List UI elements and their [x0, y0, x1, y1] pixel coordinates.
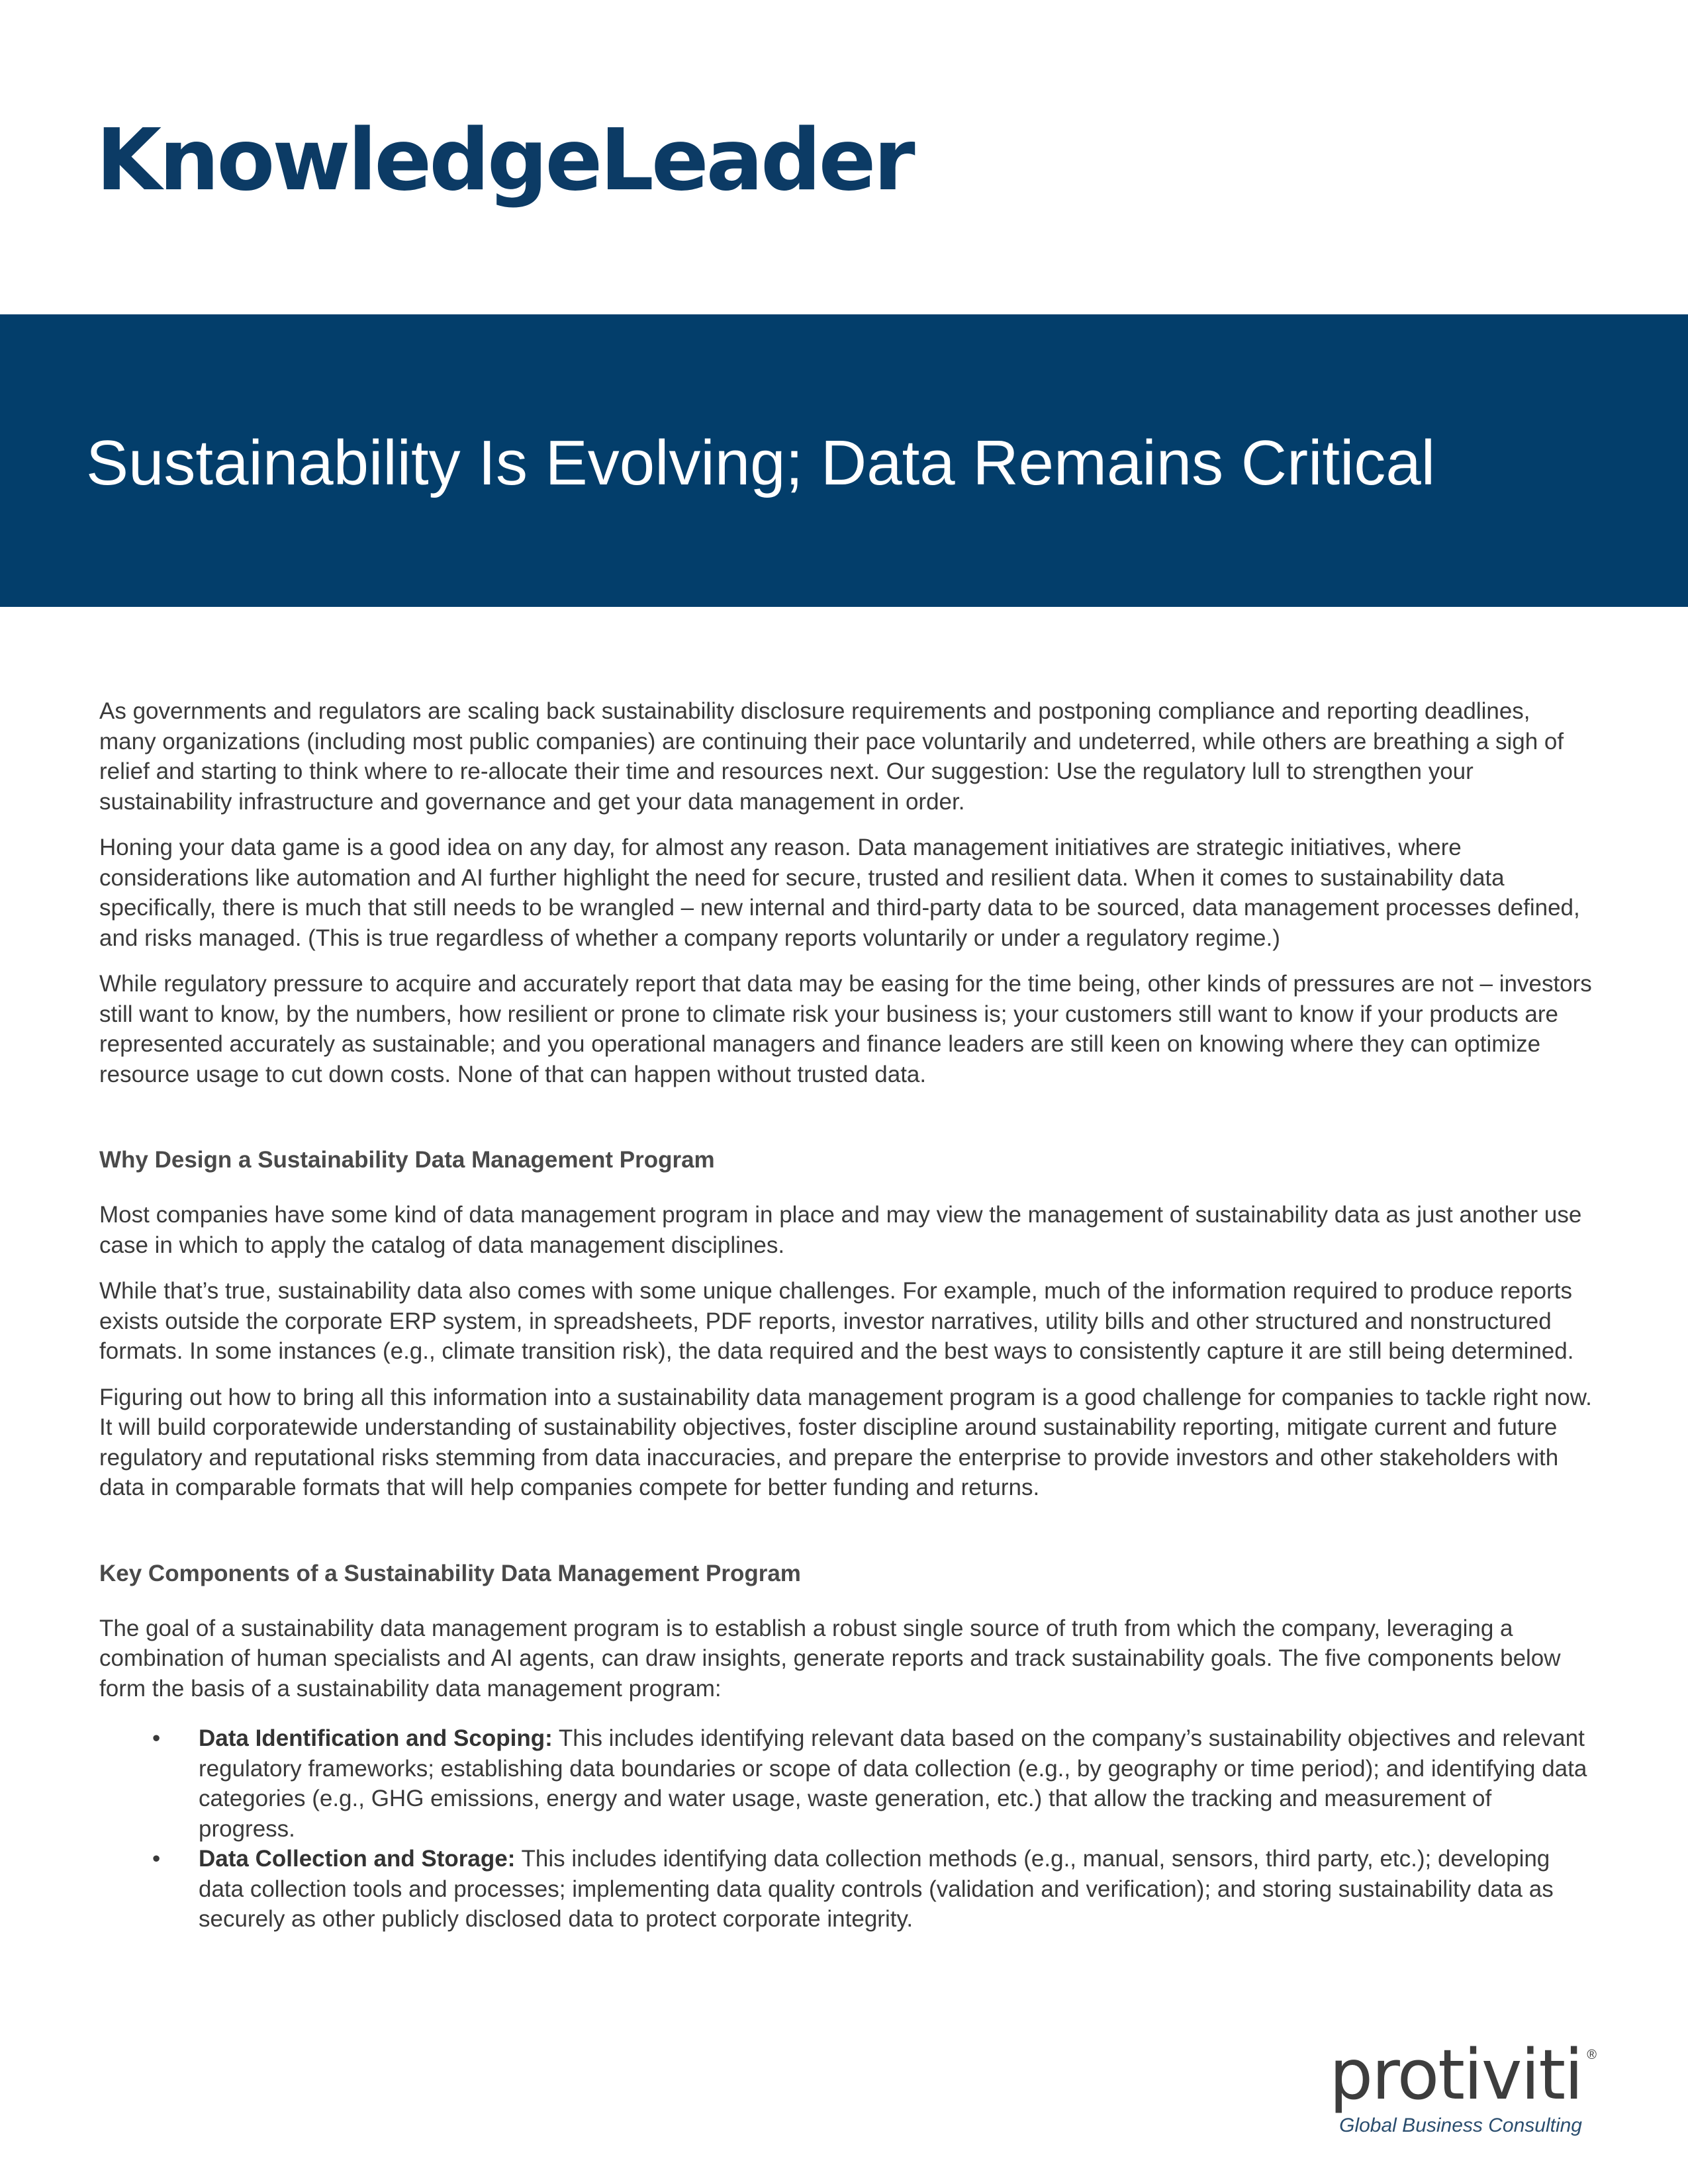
protiviti-wordmark: protiviti	[1329, 2034, 1582, 2115]
intro-paragraph-3: While regulatory pressure to acquire and accurately report that data may be easing for the time being, other kinds of pressures are not – investors still want to know, by the numbers, how resilient or prone to climate risk your business is; your customers still want to know if your products are represented accurately as sustainable; and you operational managers and finance leaders are still keen on knowing where they can optimize resource usage to cut down costs. None of that can happen without trusted data.	[99, 971, 1592, 1087]
section-heading-key-components: Key Components of a Sustainability Data Management Program	[99, 1560, 801, 1586]
bullet-marker: •	[152, 1846, 161, 1872]
list-item	[99, 1844, 1592, 1934]
article-body	[99, 696, 1592, 1934]
components-list	[99, 1723, 1592, 1934]
section1-paragraph-2: While that’s true, sustainability data also comes with some unique challenges. For example, much of the information required to produce reports exists outside the corporate ERP system, in spreadsheets, PDF reports, investor narratives, utility bills and other structured and nonstructured formats. In some instances (e.g., climate transition risk), the data required and the best ways to consistently capture it are still being determined.	[99, 1278, 1574, 1364]
list-item	[99, 1723, 1592, 1844]
section-heading-why-design: Why Design a Sustainability Data Management Program	[99, 1147, 715, 1173]
brand-name: KnowledgeLeader	[96, 111, 913, 210]
bullet-title: Data Identification and Scoping:	[199, 1725, 553, 1751]
knowledgeleader-logo	[96, 111, 913, 277]
protiviti-subtitle: Global Business Consulting	[1339, 2115, 1582, 2136]
intro-paragraph-1: As governments and regulators are scaling back sustainability disclosure requirements and postponing compliance and reporting deadlines, many organizations (including most public companies) are continuing their pace voluntarily and undeterred, while others are breathing a sigh of relief and starting to think where to re-allocate their time and resources next. Our suggestion: Use the regulatory lull to strengthen your sustainability infrastructure and governance and get your data management in order.	[99, 698, 1564, 815]
section1-paragraph-3: Figuring out how to bring all this information into a sustainability data management program is a good challenge for companies to tackle right now. It will build corporatewide understanding of sustainability objectives, foster discipline around sustainability reporting, mitigate current and future regulatory and reputational risks stemming from data inaccuracies, and prepare the enterprise to provide investors and other stakeholders with data in comparable formats that will help companies compete for better funding and returns.	[99, 1384, 1592, 1500]
page-title: Sustainability Is Evolving; Data Remains Critical	[86, 428, 1436, 498]
bullet-title: Data Collection and Storage:	[199, 1846, 516, 1872]
protiviti-logo	[1304, 2034, 1597, 2144]
bullet-text: This includes identifying data collection methods (e.g., manual, sensors, third party, etc.); developing data collection tools and processes; implementing data quality controls (validation and verification); and storing sustainability data as securely as other publicly disclosed data to protect corporate integrity.	[199, 1846, 1554, 1932]
registered-mark: ®	[1587, 2048, 1597, 2062]
section1-paragraph-1: Most companies have some kind of data management program in place and may view the management of sustainability data as just another use case in which to apply the catalog of data management disciplines.	[99, 1202, 1582, 1258]
title-banner	[0, 314, 1688, 607]
bullet-text: This includes identifying relevant data based on the company’s sustainability objectives and relevant regulatory frameworks; establishing data boundaries or scope of data collection (e.g., by geography or time period); and identifying data categories (e.g., GHG emissions, energy and water usage, waste generation, etc.) that allow the tracking and measurement of progress.	[199, 1725, 1587, 1842]
section2-paragraph: The goal of a sustainability data management program is to establish a robust single source of truth from which the company, leveraging a combination of human specialists and AI agents, can draw insights, generate reports and track sustainability goals. The five components below form the basis of a sustainability data management program:	[99, 1615, 1561, 1702]
intro-paragraph-2: Honing your data game is a good idea on any day, for almost any reason. Data management initiatives are strategic initiatives, where considerations like automation and AI further highlight the need for secure, trusted and resilient data. When it comes to sustainability data specifically, there is much that still needs to be wrangled – new internal and third-party data to be sourced, data management processes defined, and risks managed. (This is true regardless of whether a company reports voluntarily or under a regulatory regime.)	[99, 835, 1580, 951]
bullet-marker: •	[152, 1725, 161, 1751]
